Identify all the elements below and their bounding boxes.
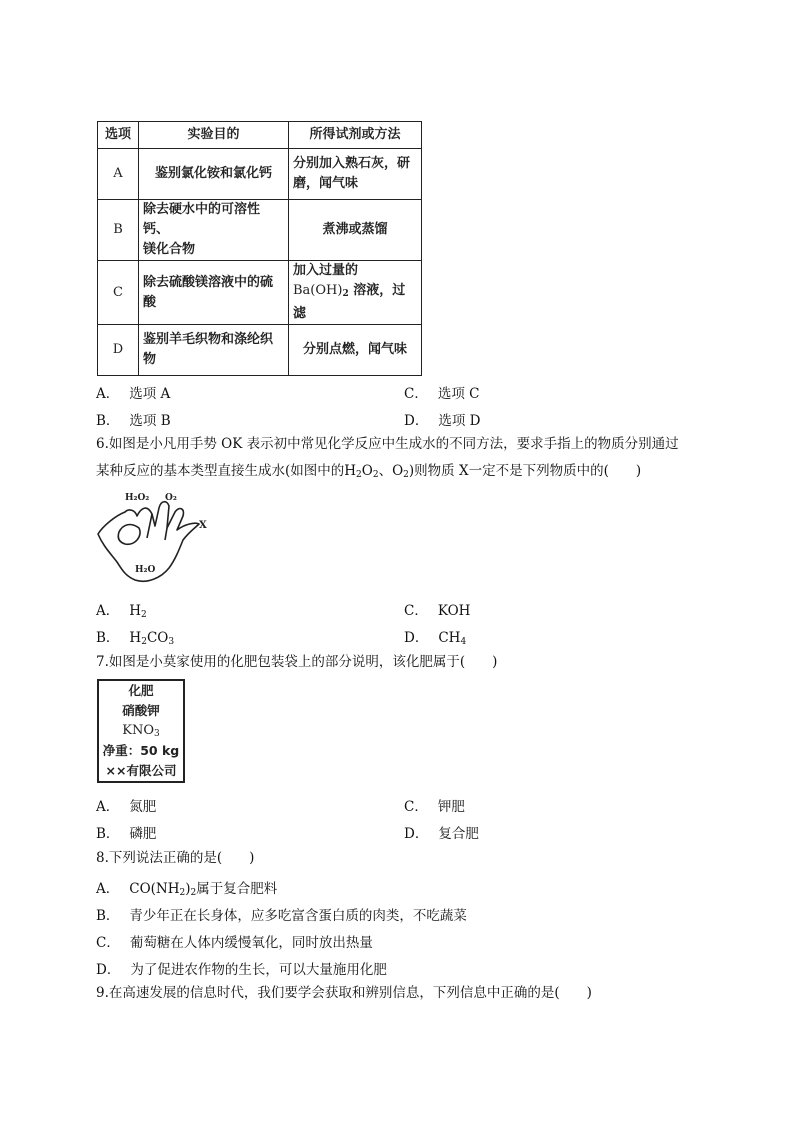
label-x: X xyxy=(199,520,207,531)
table-row xyxy=(98,149,422,200)
header-method: 所得试剂或方法 xyxy=(289,122,422,149)
q5-option-a[interactable]: A． 选项 A xyxy=(96,386,171,402)
row-method: 分别点燃，闻气味 xyxy=(289,325,422,376)
header-option: 选项 xyxy=(98,122,139,149)
row-method: 煮沸或蒸馏 xyxy=(289,200,422,261)
header-purpose: 实验目的 xyxy=(139,122,289,149)
q6-option-a[interactable]: A． $H_2$ xyxy=(96,603,147,620)
q6-option-d[interactable]: D． $CH_4$ xyxy=(404,630,467,647)
q8-option-a[interactable]: A． $CO(NH_2)_2$属于复合肥料 xyxy=(96,881,278,898)
q7-option-d[interactable]: D． 复合肥 xyxy=(404,826,479,842)
row-method: 分别加入熟石灰，研 磨，闻气味 xyxy=(289,149,422,200)
table-row xyxy=(98,325,422,376)
q5-option-c[interactable]: C． 选项 C xyxy=(404,386,480,402)
label-o2: O₂ xyxy=(165,493,177,503)
label-line-2: 硝酸钾 xyxy=(122,703,160,718)
row-option: B xyxy=(98,200,139,261)
finger-line xyxy=(147,514,152,538)
row-method: 加入过量的 $Ba(OH)_2$ 溶液，过滤 xyxy=(289,261,422,325)
q6-stem-line2: 某种反应的基本类型直接生成水(如图中的$H_2O_2$、$O_2$)则物质 X一定不是下列物质中的( ) xyxy=(96,463,642,480)
table-row xyxy=(98,261,422,325)
row-purpose: 鉴别氯化铵和氯化钙 xyxy=(139,149,289,200)
row-option: A xyxy=(98,149,139,200)
finger-line xyxy=(165,528,167,540)
row-option: D xyxy=(98,325,139,376)
row-option: C xyxy=(98,261,139,325)
label-line-4: 净重：50 kg xyxy=(102,743,180,758)
finger-loop xyxy=(118,525,140,545)
q7-option-b[interactable]: B． 磷肥 xyxy=(96,826,157,842)
row-purpose: 除去硫酸镁溶液中的硫 酸 xyxy=(139,261,289,325)
label-h2o2: H₂O₂ xyxy=(125,493,150,503)
q6-option-b[interactable]: B． $H_2CO_3$ xyxy=(96,630,175,647)
q7-option-c[interactable]: C． 钾肥 xyxy=(404,799,465,815)
q5-option-d[interactable]: D． 选项 D xyxy=(404,413,481,429)
ok-hand-figure xyxy=(95,488,225,588)
table-header-row xyxy=(98,122,422,149)
q8-option-c[interactable]: C． 葡萄糖在人体内缓慢氧化，同时放出热量 xyxy=(96,935,373,951)
label-line-3: $KNO_3$ xyxy=(122,723,160,739)
label-line-5: ××有限公司 xyxy=(105,763,177,778)
q6-option-c[interactable]: C． KOH xyxy=(404,603,471,619)
q7-stem: 7.如图是小莫家使用的化肥包装袋上的部分说明，该化肥属于( ) xyxy=(96,654,498,670)
fertilizer-label xyxy=(97,679,185,783)
q8-stem: 8.下列说法正确的是( ) xyxy=(96,850,255,866)
q8-option-b[interactable]: B． 青少年正在长身体，应多吃富含蛋白质的肉类，不吃蔬菜 xyxy=(96,908,467,924)
table-row xyxy=(98,200,422,261)
experiment-table xyxy=(97,121,422,376)
q5-option-b[interactable]: B． 选项 B xyxy=(96,413,171,429)
label-h2o: H₂O xyxy=(135,565,156,575)
row-purpose: 除去硬水中的可溶性钙、 镁化合物 xyxy=(139,200,289,261)
q6-stem-line1: 6.如图是小凡用手势 OK 表示初中常见化学反应中生成水的不同方法，要求手指上的物质分别通过 xyxy=(96,436,679,452)
label-line-1: 化肥 xyxy=(128,683,154,698)
q7-option-a[interactable]: A． 氮肥 xyxy=(96,799,157,815)
q9-stem: 9.在高速发展的信息时代，我们要学会获取和辨别信息，下列信息中正确的是( ) xyxy=(96,985,592,1001)
q8-option-d[interactable]: D． 为了促进农作物的生长，可以大量施用化肥 xyxy=(96,962,387,978)
row-purpose: 鉴别羊毛织物和涤纶织 物 xyxy=(139,325,289,376)
